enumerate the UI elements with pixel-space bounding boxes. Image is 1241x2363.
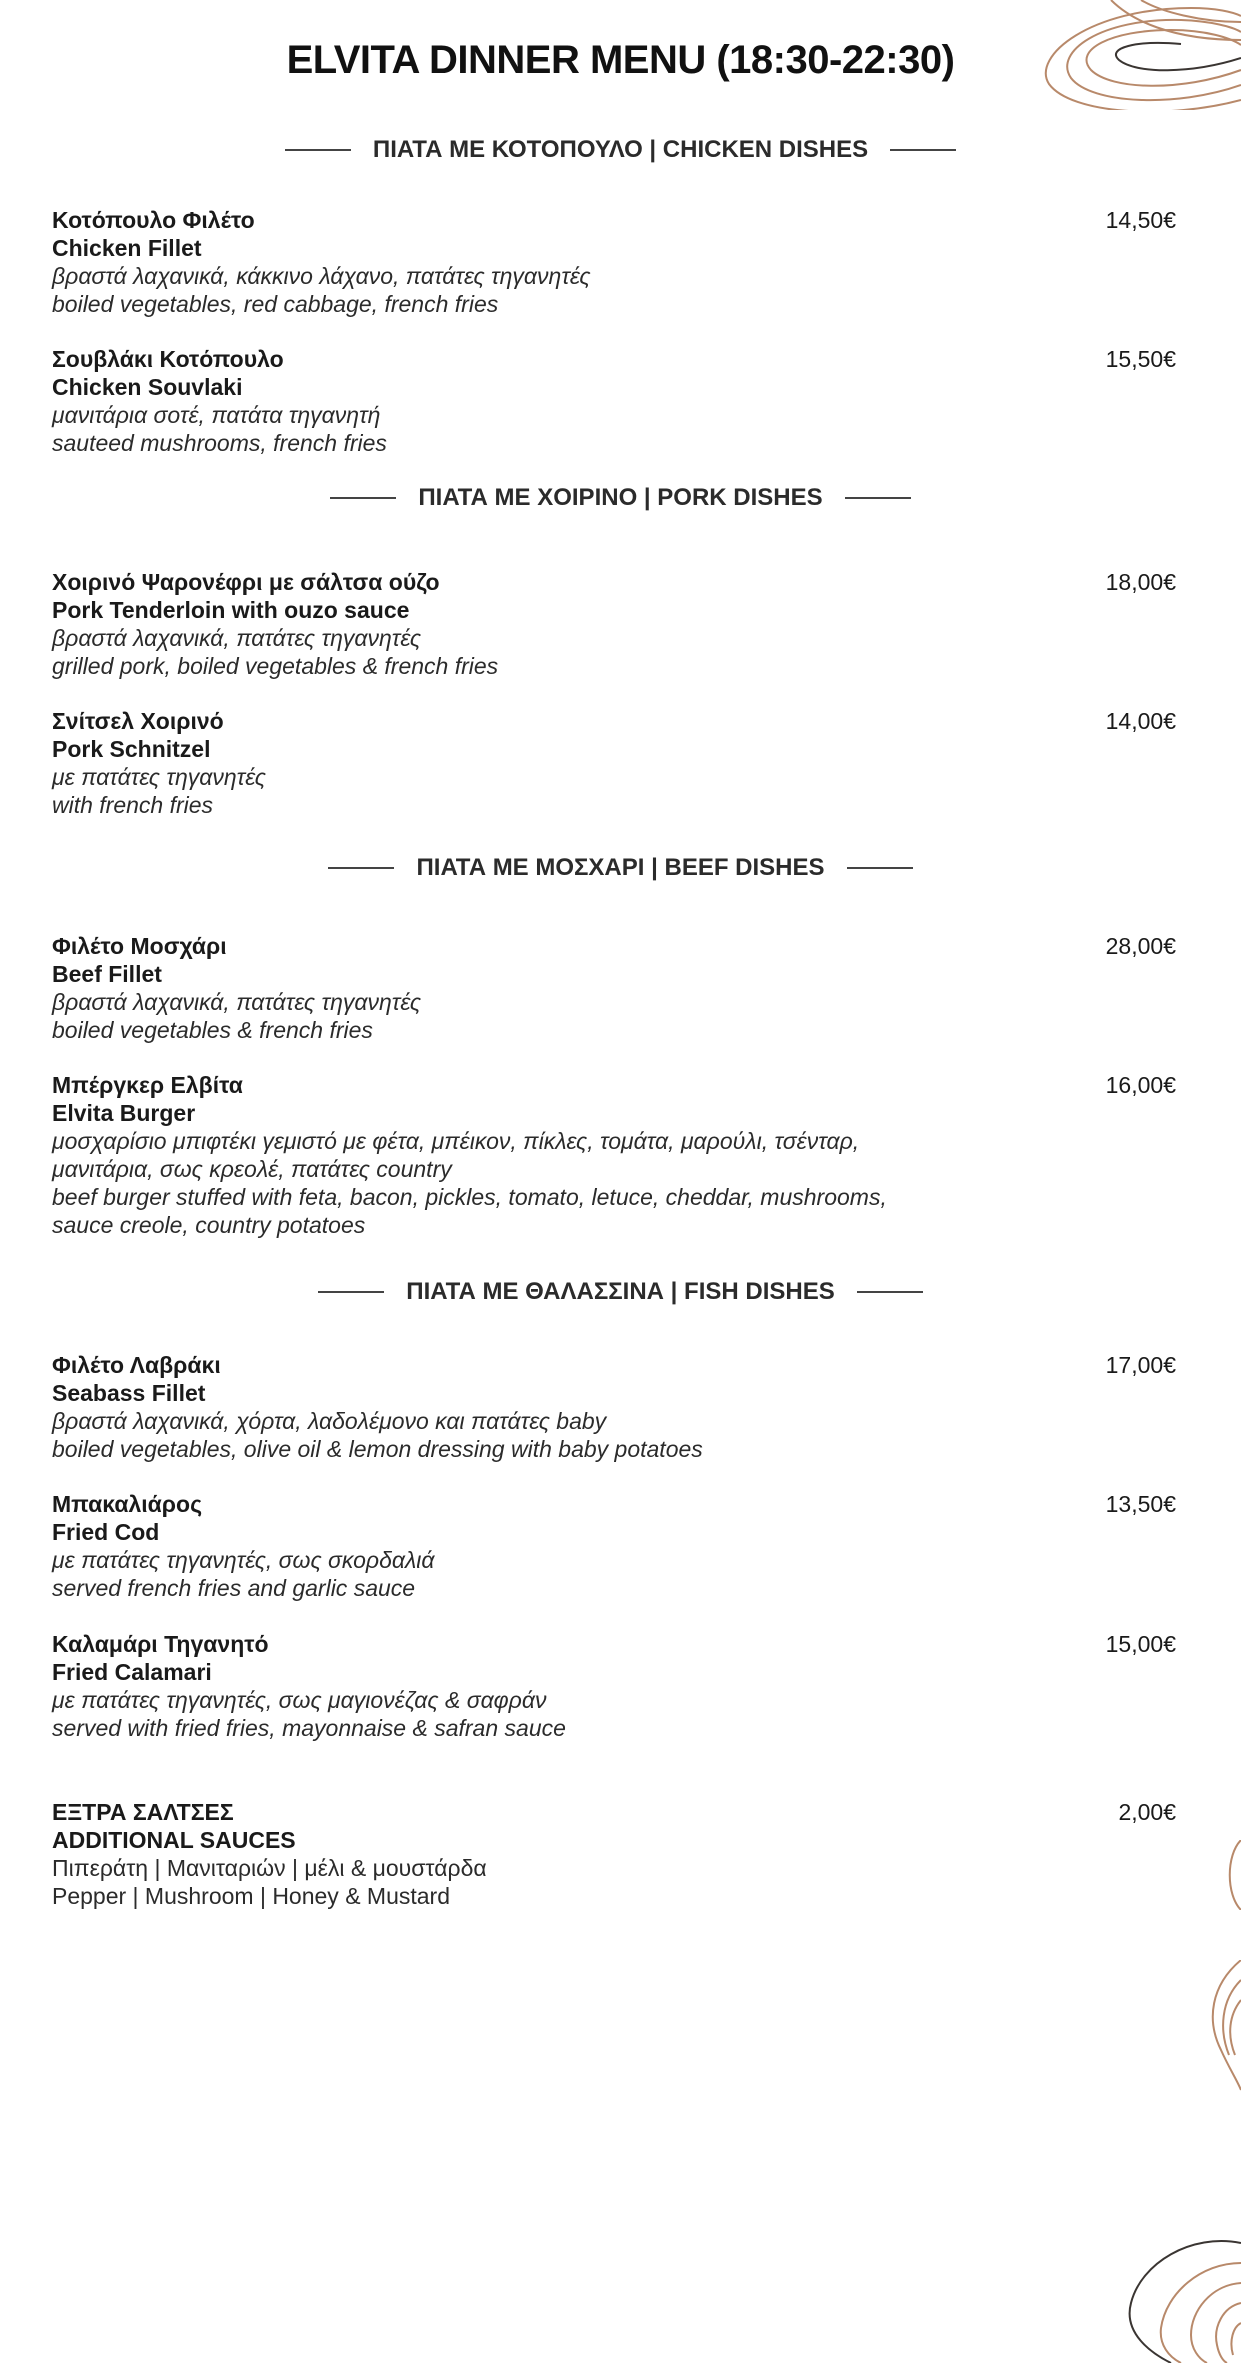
item-price: 14,00€: [1105, 708, 1176, 734]
item-desc-en: boiled vegetables & french fries: [52, 1017, 373, 1043]
item-name-gr: Φιλέτο Λαβράκι: [52, 1352, 221, 1378]
item-desc-gr: βραστά λαχανικά, πατάτες τηγανητές: [52, 989, 421, 1015]
item-desc-gr: μανιτάρια σοτέ, πατάτα τηγανητή: [52, 402, 381, 428]
item-price: 13,50€: [1105, 1491, 1176, 1517]
item-desc-en: served french fries and garlic sauce: [52, 1575, 416, 1601]
menu-item-elvita-burger: [52, 1071, 1176, 1239]
section-heading-text: ΠΙΑΤΑ ΜΕ ΘΑΛΑΣΣΙΝΑ | FISH DISHES: [406, 1278, 835, 1305]
item-desc-en: grilled pork, boiled vegetables & french fries: [52, 653, 499, 679]
heading-rule-left: [328, 867, 394, 869]
menu-item-pork-schnitzel: [52, 707, 1176, 819]
heading-rule-left: [318, 1291, 384, 1293]
item-name-gr: Μπακαλιάρος: [52, 1491, 203, 1517]
section-heading-text: ΠΙΑΤΑ ΜΕ ΧΟΙΡΙΝΟ | PORK DISHES: [418, 484, 823, 511]
heading-rule-left: [285, 149, 351, 151]
item-name-en: Fried Cod: [52, 1519, 160, 1545]
section-heading-pork: [0, 484, 1241, 512]
item-desc-gr: με πατάτες τηγανητές, σως σκορδαλιά: [52, 1547, 435, 1573]
item-price: 14,50€: [1105, 207, 1176, 233]
decorative-swirl-right-2: [1201, 1960, 1241, 2100]
section-heading-text: ΠΙΑΤΑ ΜΕ ΚΟΤΟΠΟΥΛΟ | CHICKEN DISHES: [372, 136, 869, 163]
item-desc-gr: με πατάτες τηγανητές, σως μαγιονέζας & σαφράν: [52, 1687, 547, 1713]
item-desc-gr: βραστά λαχανικά, πατάτες τηγανητές: [52, 625, 421, 651]
menu-title: ELVITA DINNER MENU (18:30-22:30): [286, 38, 955, 82]
menu-item-seabass-fillet: [52, 1351, 1176, 1463]
item-desc-gr: βραστά λαχανικά, χόρτα, λαδολέμονο και πατάτες baby: [52, 1408, 607, 1434]
item-name-gr: Σουβλάκι Κοτόπουλο: [52, 346, 284, 372]
item-name-gr: Φιλέτο Μοσχάρι: [52, 933, 227, 959]
item-desc-gr-line1: μοσχαρίσιο μπιφτέκι γεμιστό με φέτα, μπέικον, πίκλες, τομάτα, μαρούλι, τσένταρ,: [52, 1128, 860, 1154]
item-name-gr: Σνίτσελ Χοιρινό: [52, 708, 224, 734]
item-price: 16,00€: [1105, 1072, 1176, 1098]
heading-rule-left: [330, 497, 396, 499]
item-desc-en: boiled vegetables, red cabbage, french fries: [52, 291, 499, 317]
item-name-en: Fried Calamari: [52, 1659, 212, 1685]
item-name-gr: Κοτόπουλο Φιλέτο: [52, 207, 255, 233]
item-name-gr: Χοιρινό Ψαρονέφρι με σάλτσα ούζο: [52, 569, 440, 595]
item-desc-gr: με πατάτες τηγανητές: [52, 764, 266, 790]
item-name-en: Pork Schnitzel: [52, 736, 211, 762]
menu-item-additional-sauces: [52, 1798, 1176, 1910]
item-desc-en: boiled vegetables, olive oil & lemon dressing with baby potatoes: [52, 1436, 703, 1462]
menu-item-fried-calamari: [52, 1630, 1176, 1742]
item-desc-gr: βραστά λαχανικά, κάκκινο λάχανο, πατάτες τηγανητές: [52, 263, 591, 289]
item-name-en: Seabass Fillet: [52, 1380, 206, 1406]
item-desc-en: served with fried fries, mayonnaise & safran sauce: [52, 1715, 566, 1741]
item-name-en: Elvita Burger: [52, 1100, 196, 1126]
item-desc-en-line2: sauce creole, country potatoes: [52, 1212, 366, 1238]
item-name-en: Chicken Fillet: [52, 235, 202, 261]
item-name-en: Beef Fillet: [52, 961, 162, 987]
menu-item-beef-fillet: [52, 932, 1176, 1044]
item-desc-en: with french fries: [52, 792, 214, 818]
item-price: 18,00€: [1105, 569, 1176, 595]
item-name-en: Chicken Souvlaki: [52, 374, 243, 400]
item-desc-en-line1: beef burger stuffed with feta, bacon, pickles, tomato, letuce, cheddar, mushrooms,: [52, 1184, 887, 1210]
item-desc-gr-line2: μανιτάρια, σως κρεολέ, πατάτες country: [52, 1156, 452, 1182]
item-name-en: ADDITIONAL SAUCES: [52, 1827, 296, 1853]
item-name-gr: Καλαμάρι Τηγανητό: [52, 1631, 269, 1657]
item-name-gr: Μπέργκερ Ελβίτα: [52, 1072, 243, 1098]
item-desc-en: sauteed mushrooms, french fries: [52, 430, 387, 456]
section-heading-fish: [0, 1278, 1241, 1306]
menu-item-pork-tenderloin: [52, 568, 1176, 680]
menu-item-chicken-souvlaki: [52, 345, 1176, 457]
item-price: 2,00€: [1118, 1799, 1176, 1825]
decorative-swirl-bottom-right: [1111, 2223, 1241, 2363]
section-heading-chicken: [0, 136, 1241, 164]
sauces-list-en: Pepper | Mushroom | Honey & Mustard: [52, 1883, 451, 1909]
heading-rule-right: [890, 149, 956, 151]
menu-item-fried-cod: [52, 1490, 1176, 1602]
heading-rule-right: [857, 1291, 923, 1293]
item-price: 15,50€: [1105, 346, 1176, 372]
item-name-en: Pork Tenderloin with ouzo sauce: [52, 597, 410, 623]
item-price: 17,00€: [1105, 1352, 1176, 1378]
heading-rule-right: [847, 867, 913, 869]
sauces-list-gr: Πιπεράτη | Μανιταριών | μέλι & μουστάρδα: [52, 1855, 487, 1881]
menu-item-chicken-fillet: [52, 206, 1176, 318]
section-heading-beef: [0, 854, 1241, 882]
item-price: 15,00€: [1105, 1631, 1176, 1657]
section-heading-text: ΠΙΑΤΑ ΜΕ ΜΟΣΧΑΡΙ | BEEF DISHES: [416, 854, 825, 881]
item-name-gr: ΕΞΤΡΑ ΣΑΛΤΣΕΣ: [52, 1799, 234, 1825]
item-price: 28,00€: [1105, 933, 1176, 959]
decorative-swirl-right-1: [1221, 1840, 1241, 1910]
heading-rule-right: [845, 497, 911, 499]
